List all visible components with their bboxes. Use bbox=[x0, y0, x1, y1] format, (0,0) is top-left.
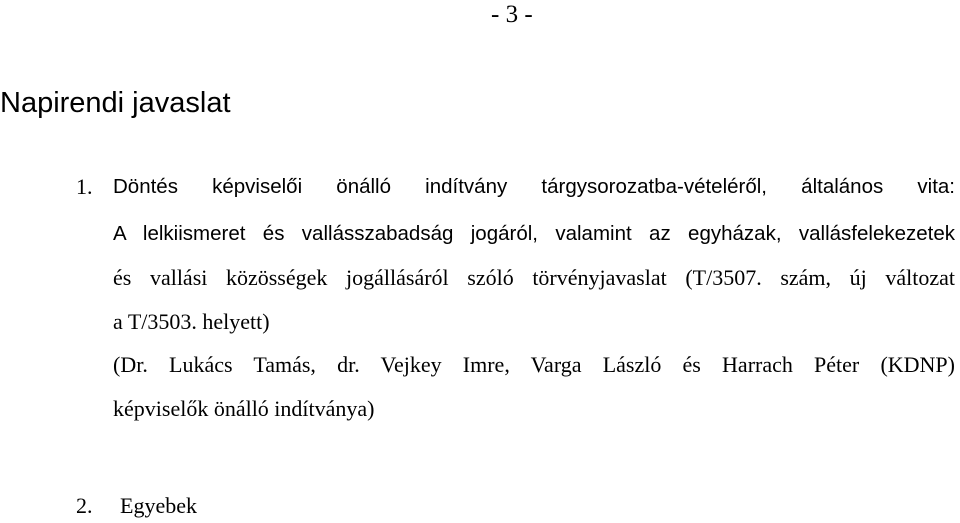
agenda-item-1-line-2: A lelkiismeret és vallásszabadság jogáról, valamint az egyházak, vallásfelekezetek bbox=[113, 222, 955, 245]
agenda-item-1-line-4: a T/3503. helyett) bbox=[113, 309, 270, 334]
agenda-item-1-line-5: (Dr. Lukács Tamás, dr. Vejkey Imre, Varga László és Harrach Péter (KDNP) bbox=[113, 352, 955, 377]
agenda-heading: Napirendi javaslat bbox=[0, 87, 231, 119]
agenda-item-1-line-1: Döntés képviselői önálló indítvány tárgysorozatba-vételéről, általános vita: bbox=[113, 175, 955, 198]
agenda-item-1-line-6: képviselők önálló indítványa) bbox=[113, 396, 375, 421]
agenda-item-2-text: Egyebek bbox=[120, 493, 197, 518]
agenda-item-number: 1. bbox=[76, 174, 93, 199]
agenda-item-number: 2. bbox=[76, 493, 93, 518]
page-number: - 3 - bbox=[491, 1, 533, 28]
agenda-item-1-line-3: és vallási közösségek jogállásáról szóló törvényjavaslat (T/3507. szám, új változat bbox=[113, 265, 955, 290]
